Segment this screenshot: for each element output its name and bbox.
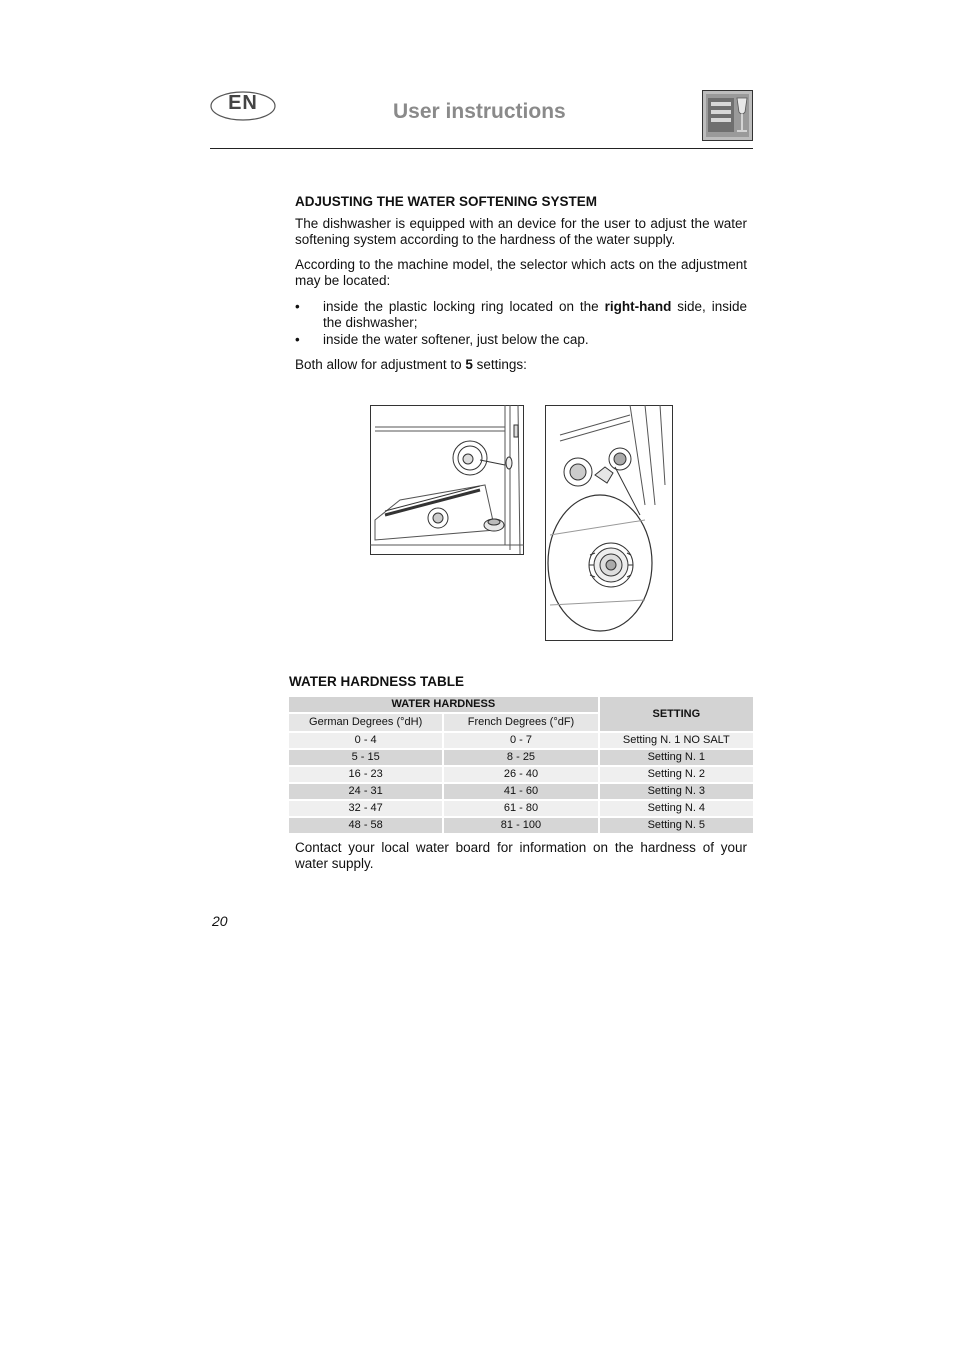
table-row	[289, 784, 753, 799]
german-cell: 5 - 15	[289, 750, 442, 765]
list-item: • inside the water softener, just below the cap.	[295, 332, 589, 347]
german-cell: 24 - 31	[289, 784, 442, 799]
table-row	[289, 767, 753, 782]
setting-cell: Setting N. 4	[600, 801, 753, 816]
water-softener-cap-illustration	[545, 405, 673, 641]
location-paragraph: According to the machine model, the selector which acts on the adjustment may be located:	[295, 257, 747, 288]
french-cell: 26 - 40	[444, 767, 597, 782]
setting-cell: Setting N. 1 NO SALT	[600, 733, 753, 748]
table-header-row	[289, 697, 753, 712]
setting-cell: Setting N. 3	[600, 784, 753, 799]
table-row	[289, 733, 753, 748]
contact-paragraph: Contact your local water board for information on the hardness of your water supply.	[295, 840, 747, 871]
intro-paragraph: The dishwasher is equipped with an device for the user to adjust the water softening system according to the hardness of the water supply.	[295, 216, 747, 247]
setting-header: SETTING	[600, 697, 753, 731]
table-row	[289, 801, 753, 816]
section-title: ADJUSTING THE WATER SOFTENING SYSTEM	[295, 194, 598, 209]
setting-cell: Setting N. 2	[600, 767, 753, 782]
french-cell: 61 - 80	[444, 801, 597, 816]
settings-paragraph: Both allow for adjustment to 5 settings:	[295, 357, 527, 372]
french-degrees-header: French Degrees (°dF)	[444, 714, 597, 731]
bullet-icon: •	[295, 332, 300, 347]
table-row	[289, 818, 753, 833]
german-cell: 32 - 47	[289, 801, 442, 816]
water-hardness-table	[287, 695, 755, 835]
list-item: • inside the plastic locking ring located on the right-hand side, inside the dishwasher;	[295, 299, 747, 330]
setting-cell: Setting N. 5	[600, 818, 753, 833]
water-hardness-header: WATER HARDNESS	[289, 697, 598, 712]
table-title: WATER HARDNESS TABLE	[289, 674, 464, 689]
page-number: 20	[212, 913, 228, 929]
french-cell: 8 - 25	[444, 750, 597, 765]
french-cell: 0 - 7	[444, 733, 597, 748]
page-header-title: User instructions	[393, 100, 566, 123]
bullet-icon: •	[295, 299, 300, 314]
french-cell: 41 - 60	[444, 784, 597, 799]
dishwasher-logo-icon	[702, 90, 753, 141]
german-degrees-header: German Degrees (°dH)	[289, 714, 442, 731]
setting-cell: Setting N. 1	[600, 750, 753, 765]
german-cell: 48 - 58	[289, 818, 442, 833]
french-cell: 81 - 100	[444, 818, 597, 833]
german-cell: 0 - 4	[289, 733, 442, 748]
header-divider	[210, 148, 753, 149]
language-code: EN	[228, 92, 258, 114]
german-cell: 16 - 23	[289, 767, 442, 782]
table-row	[289, 750, 753, 765]
dishwasher-interior-illustration	[370, 405, 524, 555]
